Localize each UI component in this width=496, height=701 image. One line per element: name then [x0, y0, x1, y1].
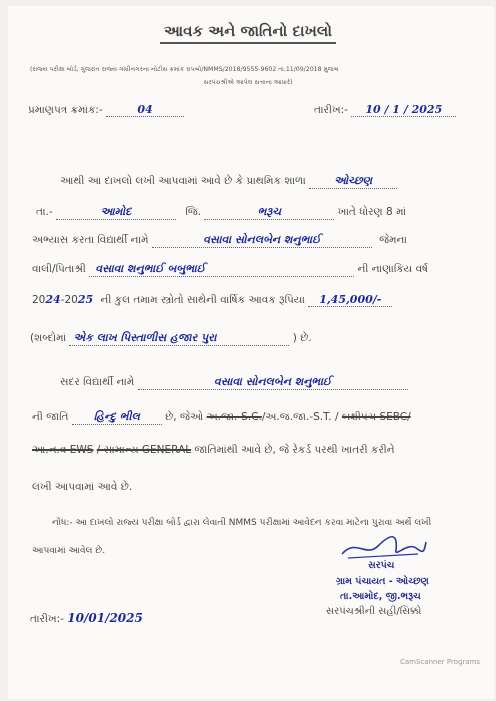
student-label-2: સદર વિદ્યાર્થી નામે	[60, 376, 135, 388]
location-row	[36, 205, 406, 220]
financial-year-text: ની નાણાકિય વર્ષ	[357, 263, 428, 275]
standard-text: ખાતે ધોરણ 8 માં	[337, 206, 407, 218]
income-amount: 1,45,000/-	[319, 293, 382, 306]
certificate-number-label: પ્રમાણપત્ર ક્રમાંક:-	[28, 104, 103, 116]
category-end-text: જાતિમાંથી આવે છે, જે રેકર્ડ પરથી ખાતરી કરીને	[194, 444, 395, 456]
intro-text: આથી આ દાખલો લખી આપવામાં આવે છે કે પ્રાથમિક શાળા	[60, 175, 306, 187]
student-name-2: વસાવા સોનલબેન શનુભાઈ	[213, 375, 332, 388]
footer-date-row	[30, 611, 143, 626]
caste-mid-text: છે, જેઓ	[165, 411, 204, 423]
signature-caption: સરપંચશ્રીની સહી/સિક્કો	[326, 606, 422, 617]
income-words: એક લાખ પિસ્તાળીસ હજાર પુરા	[73, 331, 217, 344]
guardian-row	[32, 262, 428, 277]
category-row-2	[32, 444, 395, 457]
student-row-2	[60, 375, 408, 390]
stamp-line-2: ગ્રામ પંચાયત - ઓચ્છણ	[336, 576, 429, 587]
category-st: /અ.જ.જા.-S.T. /	[261, 411, 339, 423]
intro-row	[60, 174, 397, 189]
taluka-value: આમોદ	[100, 205, 132, 218]
note-line-2: આપવામાં આવેલ છે.	[32, 546, 106, 556]
district-value: ભરૂચ	[257, 205, 282, 218]
stamp-line-1: સરપંચ	[368, 560, 395, 571]
closing-text: લખી આપવામાં આવે છે.	[32, 481, 133, 493]
whose-text: જેમના	[379, 234, 407, 246]
words-end: ) છે.	[292, 332, 312, 344]
certificate-date-row	[314, 103, 456, 117]
school-name: ઓચ્છણ	[334, 174, 373, 187]
guardian-label: વાલી/પિતાશ્રી	[32, 263, 86, 275]
year-prefix-1: 20	[32, 294, 46, 306]
footer-date-value: 10/01/2025	[67, 611, 143, 625]
category-sc: અ.જા.-S.C.	[206, 411, 262, 423]
scanner-watermark: CamScanner Programs	[400, 658, 481, 666]
caste-row	[32, 410, 411, 425]
signature-scribble	[338, 528, 428, 564]
income-words-row	[30, 331, 312, 346]
student-name: વસાવા સોનલબેન શનુભાઈ	[203, 233, 321, 246]
words-label: (શબ્દોમાં	[30, 332, 67, 344]
guardian-name: વસાવા શનુભાઈ બબુભાઈ	[95, 262, 206, 275]
category-sebc: બક્ષીપંચ SEBC/	[341, 411, 411, 423]
category-ews: આ.ન.વ EWS	[32, 444, 94, 456]
district-label: જિ.	[185, 206, 202, 218]
certificate-date-label: તારીખ:-	[314, 104, 348, 116]
income-text: ની કુલ તમામ સ્ત્રોતો સાથેની વાર્ષિક આવક રૂપિયા	[100, 294, 305, 306]
document-subtitle-line1: (રાજ્ય પરીક્ષા બોર્ડ, ગુજરાત રાજ્ય ગાંધીનગરના નોટીસ ક્રમાંક રાપબો/NMMS/2018/9555-9602 તા.11/09/2018 મુજબ	[30, 66, 339, 73]
caste-label: ની જાતિ	[32, 411, 69, 423]
year-fill-1: 24	[45, 293, 61, 306]
student-intro: અભ્યાસ કરતા વિદ્યાર્થી નામે	[32, 234, 149, 246]
certificate-date-value: 10 / 1 / 2025	[365, 103, 443, 116]
footer-date-label: તારીખ:-	[30, 613, 64, 625]
category-general: / સામાન્ય GENERAL	[96, 444, 192, 456]
document-subtitle-line2: સરપંચશ્રીએ આપેલ સત્તાના આધારે)	[203, 79, 293, 86]
certificate-number-value: 04	[137, 103, 153, 116]
year-separator: -20	[60, 294, 78, 306]
income-row	[32, 293, 392, 307]
note-line-1: નોંધ:- આ દાખલો રાજ્ય પરીક્ષા બોર્ડ દ્વારા લેવાતી NMMS પરીક્ષામાં આવેદન કરવા માટેના પુરાવા અર્થે લખી	[52, 518, 432, 528]
certificate-number-row	[28, 103, 184, 117]
document-title: આવક અને જાતિનો દાખલો	[0, 22, 496, 40]
caste-value: હિન્દુ ભીલ	[93, 410, 140, 423]
student-row	[32, 233, 407, 248]
stamp-line-3: તા.આમોદ, જી.ભરૂચ	[340, 591, 421, 602]
year-fill-2: 25	[77, 293, 94, 306]
taluka-label: તા.-	[36, 206, 53, 218]
